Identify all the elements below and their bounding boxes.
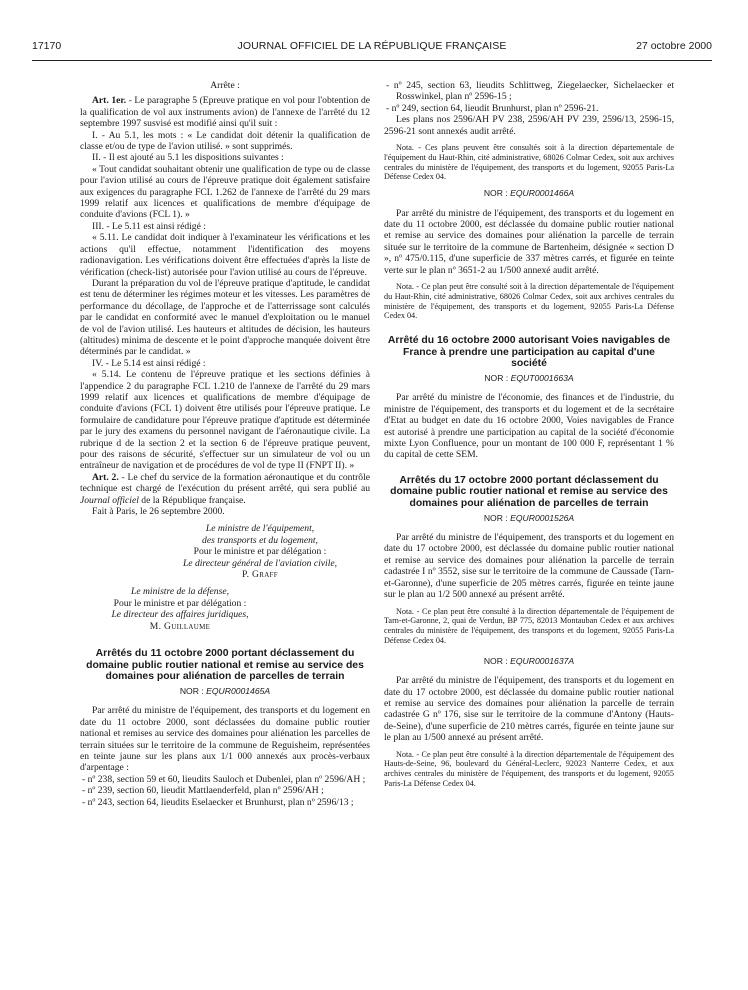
nor-prefix: NOR : [484,373,511,384]
list-item: - nº 249, section 64, lieudit Brunhurst, plan nº 2596-21. [386,102,599,114]
list-item: - nº 239, section 60, lieudit Mattlaenderfeld, plan nº 2596/AH ; [82,785,324,797]
paragraph-ii: II. - Il est ajouté au 5.1 les dispositions suivantes : [92,152,284,164]
paragraph-iii-quote-2: Durant la préparation du vol de l'épreuve pratique d'aptitude, le candidat est tenu de déterminer les régimes moteur et les vitesses. Les paramètres de performance du décollage, de l'approche et de l'atterrissage sont calculés par le candidat en conformité avec le manuel d'exploitation ou le manuel de vol de l'avion utilisé. Les hauteurs et altitudes de décision, les hauteurs (altitudes) minima de descente et le point d'approche manquée doivent être déterminés par le candidat. » [80,277,370,358]
article-1-text: - Le paragraphe 5 (Epreuve pratique en vol pour l'obtention de la qualification de vol aux instruments avion) de l'annexe de l'arrêté du 12 septembre 1997 susvisé est modifié ainsi qu'il suit : [80,95,370,130]
signature-1-name: P. Graff [242,569,278,581]
paragraph-ii-quote: « Tout candidat souhaitant obtenir une qualification de type ou de classe pour l'avion utilisé au cours de l'épreuve pratique doit également satisfaire aux exigences du paragraphe FCL 1.262 de l'annexe de l'arrêté du 29 mars 1999 relatif aux licences et qualifications de membre d'équipage de conduite d'avions (FCL 1). » [80,163,370,221]
decree-text-caussade: Par arrêté du ministre de l'équipement, des transports et du logement en date du 17 octobre 2000, est déclassée du domaine public routier national et remise au service des domaines pour aliénation la parcelle de terrain cadastrée I nº 3552, sise sur le territoire de la commune de Caussade (Tarn-et-Garonne), d'une superficie de 205 mètres carrés, figurée en teinte jaune sur le plan au 1/2 500 annexé au présent arrêté. [384,532,674,601]
signature-block-1 [80,523,370,580]
paragraph-iii-quote-1: « 5.11. Le candidat doit indiquer à l'examinateur les vérifications et les actions qu'il effectue, notamment l'identification des moyens radionavigation. Les vérifications doivent être effectuées d'après la liste de vérification (check-list) autorisée pour l'avion utilisé au cours de l'épreuve. [80,232,370,278]
paragraph-iii: III. - Le 5.11 est ainsi rédigé : [92,220,206,232]
nor-reference [384,656,674,667]
article-2-label: Art. 2. [92,471,119,483]
nota-3: Nota. - Ce plan peut être consulté à la direction départementale de l'équipement de Tarn-et-Garonne, 2, quai de Verdun, BP 775, 82013 Montauban Cedex et aux archives centrales du ministère de l'équipement, des transports et du logement, 92055 Paris-La Défense Cedex 04. [384,606,674,645]
signature-1-line-4: Le directeur général de l'aviation civile, [182,557,338,569]
paragraph-i: I. - Au 5.1, les mots : « Le candidat doit détenir la qualification de classe et/ou de type de l'avion utilisé. » sont supprimés. [80,129,370,153]
signature-1-line-2: des transports et du logement, [202,534,318,546]
article-2-text-b: de la République française. [138,494,246,506]
journal-officiel-ref: Journal officiel [80,494,139,506]
section-heading-11-octobre: Arrêtés du 11 octobre 2000 portant déclassement du domaine public routier national et remise au service des domaines pour aliénation de parcelles de terrain [86,648,364,683]
fait-a-paris: Fait à Paris, le 26 septembre 2000. [92,506,225,518]
signature-2-line-1: Le ministre de la défense, [131,586,229,598]
page-number: 17170 [32,40,62,52]
signature-2-name: M. Guillaume [149,620,211,632]
nor-code: EQUR0001465A [206,685,271,696]
decree-text-antony: Par arrêté du ministre de l'équipement, des transports et du logement en date du 17 octobre 2000, est déclassée du domaine public routier national et remise au service des domaines pour aliénation la parcelle de terrain cadastrée G nº 176, sise sur le territoire de la commune d'Antony (Hauts-de-Seine), d'une superficie de 210 mètres carrés, figurée en teinte jaune sur le plan au 1/500 annexé au présent arrêté. [384,675,674,744]
plans-annex: Les plans nos 2596/AH PV 238, 2596/AH PV 239, 2596/13, 2596-15, 2596-21 sont annexés audit arrêté. [384,114,674,137]
section-heading-16-octobre: Arrêté du 16 octobre 2000 autorisant Voies navigables de France à prendre une participation au capital d'une société [387,335,671,370]
paragraph-iv-quote: « 5.14. Le contenu de l'épreuve pratique et les sections définies à l'appendice 2 du paragraphe FCL 1.210 de l'annexe de l'arrêté du 29 mars 1999 relatif aux licences et qualifications de membre d'équipage de conduite d'avions (FCL 1) doivent être utilisés pour l'épreuve pratique. Le formulaire de candidature pour l'épreuve pratique d'aptitude est déterminée par le jury des examens du personnel navigant de l'aéronautique civile. La rubrique d de la section 2 et la section 6 de l'épreuve pratique peuvent, pour des raisons de sécurité, s'effectuer sur un simulateur de vol ou un entraîneur de navigation et de procédures de vol de type II (FNPT II). » [80,369,370,472]
nor-code: EQUR0001637A [510,655,575,666]
nor-code: EQUT0001663A [510,373,574,384]
section-text: Par arrêté du ministre de l'équipement, des transports et du logement en date du 11 octobre 2000, sont déclassées du domaine public routier national et remises au service des domaines pour aliénation les parcelles de terrain situées sur le territoire de la commune de Reguisheim, représentées en teinte jaune sur les plans aux 1/1 000 annexés aux procès-verbaux d'arpentage : [80,705,370,774]
signature-1-line-1: Le ministre de l'équipement, [205,523,315,535]
nor-reference [384,513,674,524]
nor-prefix: NOR : [483,188,511,199]
article-2 [80,472,370,506]
nor-prefix: NOR : [179,685,207,696]
nota-2: Nota. - Ce plan peut être consulté soit à la direction départementale de l'équipement du Haut-Rhin, cité administrative, 68026 Colmar Cedex, soit aux archives centrales du ministère de l'équipement, des transports et du logement, 92055 Paris-La Défense Cedex 04. [384,282,674,321]
nor-prefix: NOR : [483,512,511,523]
nor-code: EQUR0001526A [510,512,575,523]
right-column [384,80,674,795]
nor-prefix: NOR : [483,655,511,666]
page-header [32,40,712,56]
list-item: - nº 245, section 63, lieudits Schlittweg, Ziegelaecker, Sichelaecker et Rosswinkel, plan nº 2596-15 ; [386,80,674,103]
issue-date: 27 octobre 2000 [636,40,712,52]
signature-2-line-3: Le directeur des affaires juridiques, [111,609,249,621]
section-heading-17-octobre: Arrêtés du 17 octobre 2000 portant déclassement du domaine public routier national et remise au service des domaines pour aliénation de parcelles de terrain [390,474,668,510]
article-1 [80,95,370,129]
list-item: - nº 243, section 64, lieudits Eselaecker et Brunhurst, plan nº 2596/13 ; [82,796,354,808]
signature-2-line-2: Pour le ministre et par délégation : [113,597,247,609]
article-2-text-a: - Le chef du service de la formation aéronautique et du contrôle technique est chargé de l'exécution du présent arrêté, qui sera publié au [80,471,371,495]
journal-title: JOURNAL OFFICIEL DE LA RÉPUBLIQUE FRANÇAISE [237,40,507,52]
nor-reference [80,686,370,697]
header-rule [32,60,712,61]
article-1-label: Art. 1er. [92,95,127,107]
decree-text-vnf: Par arrêté du ministre de l'économie, des finances et de l'industrie, du ministre de l'équipement, des transports et du logement et de la secrétaire d'Etat au budget en date du 16 octobre 2000, Voies navigables de France est autorisé à prendre une participation au capital de la société d'économie mixte Lyon Confluence, pour un montant de 100 000 F, représentant 1 % du capital de cette SEM. [384,392,674,461]
left-column [80,80,370,808]
list-item: - nº 238, section 59 et 60, lieudits Sauloch et Dubenlei, plan nº 2596/AH ; [82,773,366,785]
nor-code: EQUR0001466A [510,188,575,199]
arrete-label: Arrête : [210,80,240,91]
nor-reference [384,188,674,199]
nota-4: Nota. - Ce plan peut être consulté à la direction départementale de l'équipement des Hauts-de-Seine, 96, boulevard du Général-Leclerc, 92023 Nanterre Cedex, et aux archives centrales du ministère de l'équipement, des transports et du logement, 92055 Paris-La Défense Cedex 04. [384,749,674,788]
signature-block-2 [80,586,280,632]
nota-1: Nota. - Ces plans peuvent être consultés soit à la direction départementale de l'équipement du Haut-Rhin, cité administrative, 68026 Colmar Cedex, soit aux archives centrales du ministère de l'équipement, des transports et du logement, 92055 Paris-La Défense Cedex 04. [384,143,674,182]
paragraph-iv: IV. - Le 5.14 est ainsi rédigé : [92,357,206,369]
decree-text-bartenheim: Par arrêté du ministre de l'équipement, des transports et du logement en date du 11 octobre 2000, est déclassée du domaine public routier national et remise au service des domaines pour aliénation la parcelle de terrain située sur le territoire de la commune de Bartenheim, désignée « section D », nº 475/0.115, d'une superficie de 337 mètres carrés, et figurée en teinte verte sur le plan nº 3651-2 au 1/500 annexé audit arrêté. [384,207,674,276]
signature-1-line-3: Pour le ministre et par délégation : [193,546,327,558]
nor-reference [384,373,674,384]
